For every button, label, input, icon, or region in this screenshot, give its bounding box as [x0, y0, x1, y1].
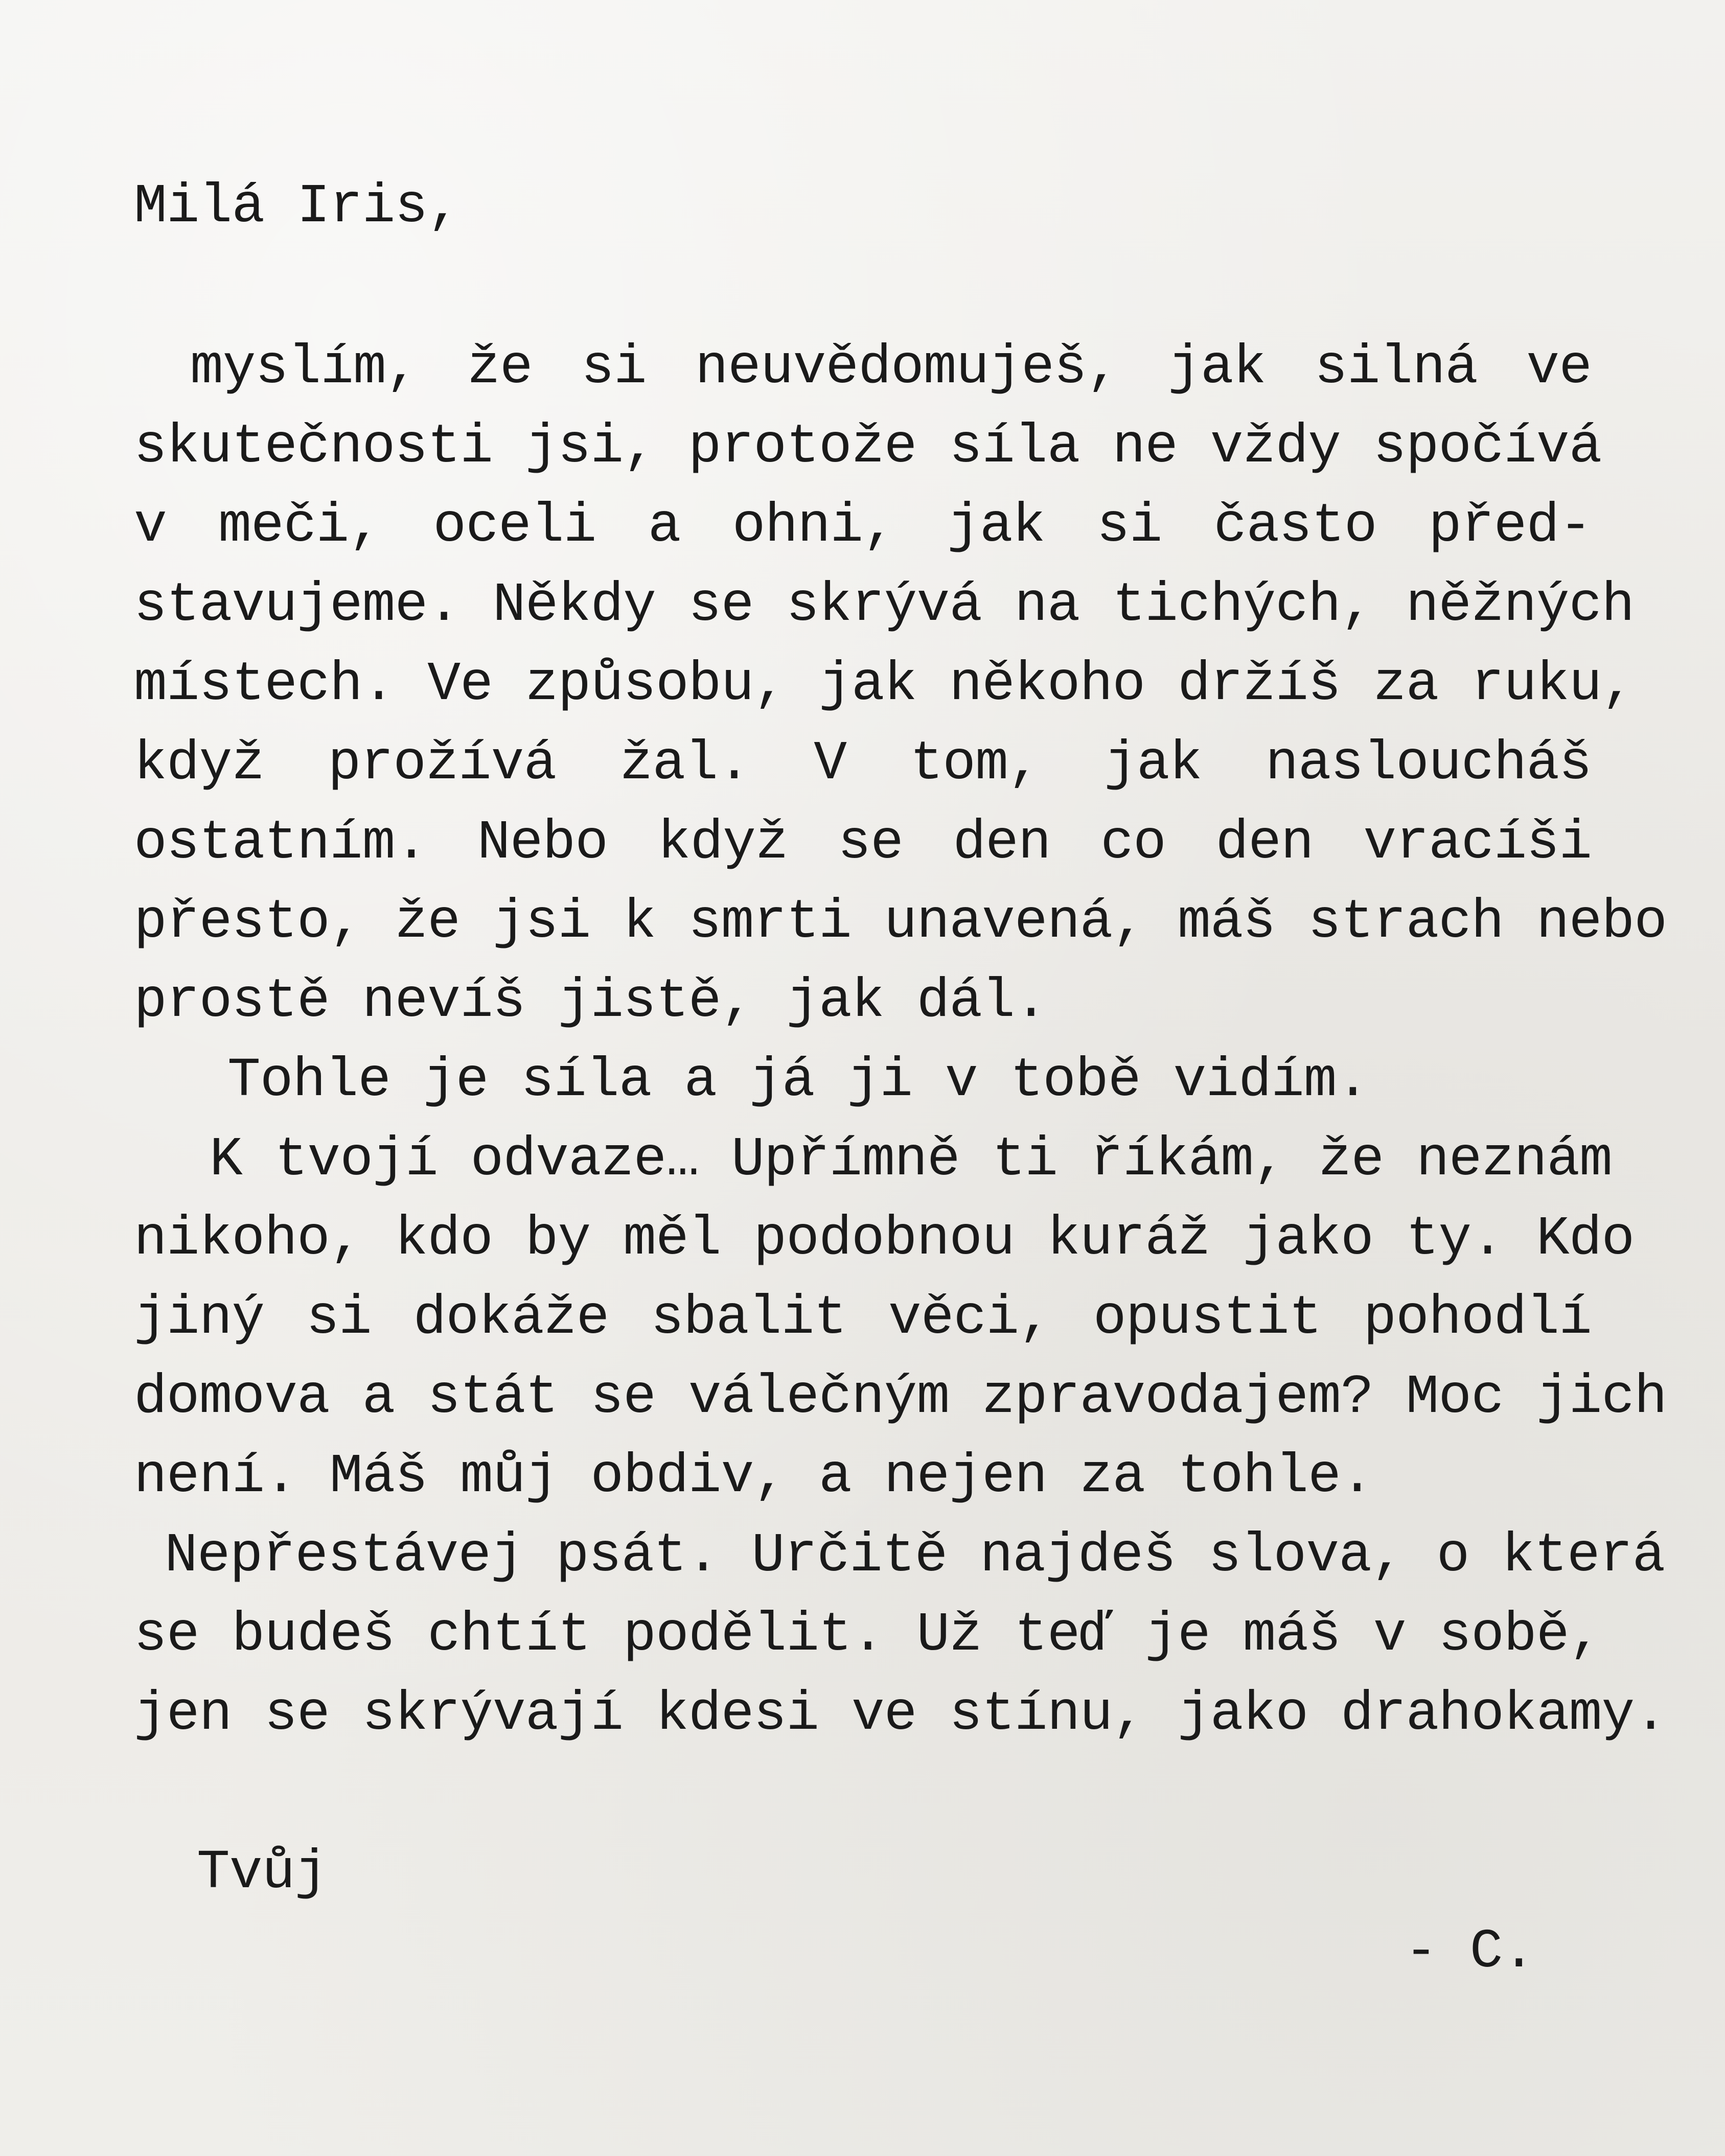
letter-line: Tohle je síla a já ji v tobě vidím. [227, 1050, 1369, 1112]
letter-greeting: Milá Iris, [134, 176, 461, 238]
letter-line: skutečnosti jsi, protože síla ne vždy spočívá [134, 416, 1602, 478]
letter-line: jen se skrývají kdesi ve stínu, jako drahokamy. [134, 1683, 1667, 1746]
letter-line: když prožívá žal. V tom, jak nasloucháš [134, 733, 1592, 795]
letter-line: jiný si dokáže sbalit věci, opustit pohodlí [134, 1287, 1592, 1350]
letter-line: stavujeme. Někdy se skrývá na tichých, něžných [134, 574, 1635, 637]
letter-line: se budeš chtít podělit. Už teď je máš v sobě, [134, 1604, 1602, 1666]
letter-line: přesto, že jsi k smrti unavená, máš strach nebo [134, 891, 1667, 954]
letter-closing: Tvůj [197, 1842, 328, 1904]
letter-line: Nepřestávej psát. Určitě najdeš slova, o která [165, 1525, 1665, 1587]
letter-line: domova a stát se válečným zpravodajem? Moc jich [134, 1366, 1667, 1429]
letter-line: není. Máš můj obdiv, a nejen za tohle. [134, 1446, 1373, 1508]
letter-signature: - C. [1405, 1921, 1535, 1983]
letter-line: K tvojí odvaze… Upřímně ti říkám, že neznám [210, 1129, 1612, 1191]
letter-line: prostě nevíš jistě, jak dál. [134, 970, 1047, 1033]
letter-line: myslím, že si neuvědomuješ, jak silná ve [190, 337, 1592, 399]
letter-line: místech. Ve způsobu, jak někoho držíš za ruku, [134, 654, 1635, 716]
letter-line: nikoho, kdo by měl podobnou kuráž jako ty. Kdo [134, 1208, 1635, 1270]
letter-line: v meči, oceli a ohni, jak si často před- [134, 495, 1592, 558]
letter-line: ostatním. Nebo když se den co den vracíši [134, 812, 1592, 874]
